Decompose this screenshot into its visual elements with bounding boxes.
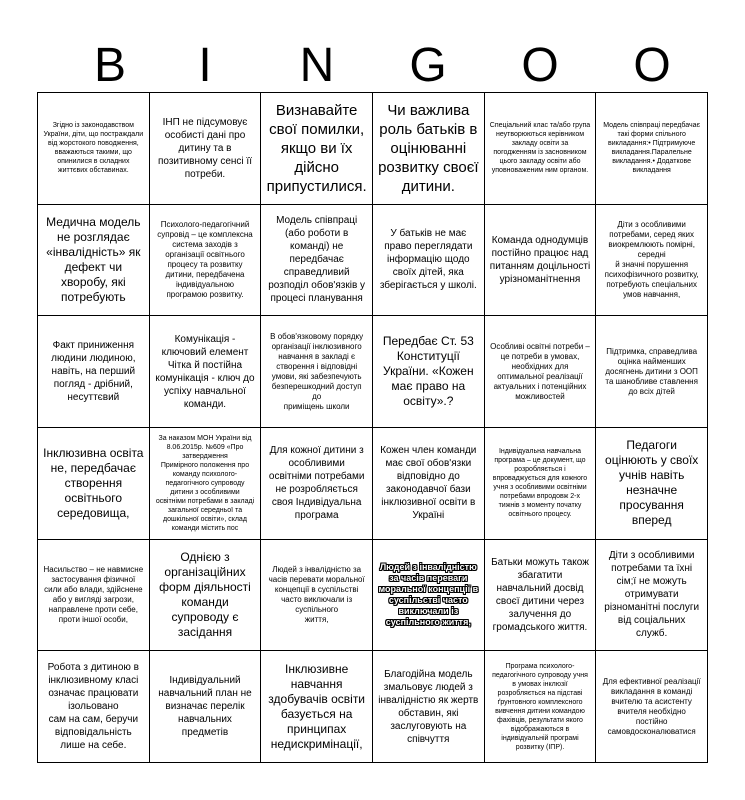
bingo-cell[interactable] [373, 316, 485, 428]
bingo-cell[interactable] [485, 93, 597, 205]
title-letter: O [521, 39, 559, 92]
bingo-title [0, 0, 745, 92]
bingo-cell[interactable] [485, 205, 597, 317]
bingo-cell[interactable] [596, 540, 708, 652]
cell-text: Діти з особливими потребами, серед яких виокремлюють помірні, середні й значні порушення психофізичного розвитку, потребують спеціальних умов навчання, [604, 219, 699, 299]
bingo-cell[interactable] [596, 205, 708, 317]
bingo-cell[interactable] [150, 316, 262, 428]
bingo-cell[interactable] [150, 428, 262, 540]
cell-text: Передбає Ст. 53 Конституції України. «Кожен має право на освіту».? [382, 334, 474, 409]
cell-text: Чи важлива роль батьків в оцінюванні розвитку своєї дитини. [378, 101, 479, 195]
cell-text: Благодійна модель змальовує людей з інвалідністю як жертв обставин, які заслуговують на співчуття [378, 668, 479, 745]
cell-text: Індивідуальна навчальна програма – це документ, що розробляється і впроваджується для кожного учня з особливими освітніми потребами впродовж 2-х тижнів з моменту початку освітнього процесу. [492, 448, 588, 519]
bingo-cell[interactable] [150, 540, 262, 652]
bingo-cell[interactable] [38, 93, 150, 205]
title-letter: I [198, 39, 212, 92]
bingo-cell[interactable] [261, 93, 373, 205]
title-letter: G [409, 39, 447, 92]
cell-text: Педагоги оцінюють у своїх учнів навіть незначне просування вперед [605, 438, 699, 528]
cell-text: Програма психолого-педагогічного супроводу учня в умовах інклюзії розробляється на підставі ґрунтовного комплексного вивчення дитини командою фахівців, результати якого відображаються в індивідуальній програмі розвитку (ІПР). [492, 662, 588, 751]
bingo-cell[interactable] [261, 316, 373, 428]
cell-text: Психолого-педагогічний супровід – це комплексна система заходів з організації освітнього процесу та розвитку дитини, передбачена індивідуальною програмою розвитку. [157, 219, 253, 299]
cell-text: Інклюзивне навчання здобувачів освіти базується на принципах недискримінації, [268, 661, 366, 751]
cell-text: Модель співпраці (або роботи в команді) не передбачає справедливий розподіл обов'язків у процесі планування [268, 215, 366, 305]
cell-text: Комунікація - ключовий елемент Чітка й постійна комунікація - ключ до успіху навчальної команди. [155, 333, 255, 410]
cell-text: Інклюзивна освіта не, передбачає створення освітнього середовища, [43, 445, 144, 520]
cell-text: Команда однодумців постійно працює над питанням доцільності урізноманітнення [489, 234, 591, 285]
cell-text: Підтримка, справедлива оцінка найменших досягнень дитини з ООП та шанобливе ставлення до всіх дітей [605, 346, 698, 396]
bingo-cell[interactable] [261, 651, 373, 763]
bingo-cell[interactable] [485, 540, 597, 652]
cell-text: Модель співпраці передбачає такі форми спільного викладання:• Підтримуюче викладання.Паралельне викладання.• Додаткове викладання [603, 122, 701, 175]
free-cell[interactable] [373, 540, 485, 652]
cell-text: Визнавайте свої помилки, якщо ви їх дійсно припустилися. [266, 101, 367, 195]
cell-text: Однією з організаційних форм діяльності команди супроводу є засідання [159, 549, 251, 639]
cell-text: У батьків не має право переглядати інформацію щодо своїх дітей, яка зберігається у школі. [379, 228, 477, 292]
cell-text: Особливі освітні потреби – це потреби в умовах, необхідних для оптимальної реалізації актуальних і потенційних можливостей [490, 341, 590, 401]
bingo-cell[interactable] [373, 205, 485, 317]
bingo-cell[interactable] [261, 205, 373, 317]
cell-text: Людей з інвалідністю за часів переваги моральної концепції в суспільстві часто виключали із суспільного життя, [378, 561, 479, 627]
bingo-cell[interactable] [596, 316, 708, 428]
bingo-cell[interactable] [38, 205, 150, 317]
bingo-cell[interactable] [373, 93, 485, 205]
cell-text: Людей з інвалідністю за часів перевати моральної концепції в суспільстві часто виключали із суспільного життя, [268, 564, 365, 624]
bingo-cell[interactable] [596, 93, 708, 205]
cell-text: Індивідуальний навчальний план не визначає перелік навчальних предметів [158, 675, 252, 739]
bingo-cell[interactable] [261, 540, 373, 652]
cell-text: Згідно із законодавством України, діти, що постраждали від жорстокого поводження, вважаються такими, що опинилися в складних життєвих обставинах. [43, 122, 144, 175]
cell-text: Факт приниження людини людиною, навіть, на перший погляд - дрібний, несуттєвий [51, 340, 136, 404]
bingo-cell[interactable] [38, 428, 150, 540]
bingo-cell[interactable] [150, 93, 262, 205]
title-letter: B [93, 39, 126, 92]
bingo-card [37, 92, 708, 763]
cell-text: Кожен член команди має свої обов'язки відповідно до законодавчої бази інклюзивної освіти в Україні [380, 445, 477, 522]
bingo-cell[interactable] [261, 428, 373, 540]
cell-text: За наказом МОН України від 8.06.2015р. №609 «Про затвердження Примірного положення про команду психолого-педагогічного супроводу дитини з особливими освітніми потребами в закладі загальної середньої та дошкільної освіти», склад команди містить пос [155, 434, 255, 532]
cell-text: Для кожної дитини з особливими освітніми потребами не розробляється своя Індивідуальна програма [268, 445, 365, 522]
cell-text: Спеціальний клас та/або група неутворюються керівником закладу освіти за погодженням із засновником цього закладу освіти або уповноваженим ним органом. [489, 122, 591, 175]
cell-text: ІНП не підсумовує особисті дані про дитину та в позитивному сенсі її потреби. [157, 116, 252, 180]
cell-text: В обов'язковому порядку організації інклюзивного навчання в закладі є створення і відповідні умови, які забезпечують безперешкодний доступ до приміщень школи [270, 331, 364, 411]
bingo-cell[interactable] [150, 651, 262, 763]
cell-text: Батьки можуть також збагатити навчальний досвід своєї дитини через залучення до громадського життя. [491, 556, 589, 633]
cell-text: Для ефективної реалізації викладання в команді вчителю та асистенту вчителя необхідно постійно самовдосконалюватися [602, 676, 701, 736]
bingo-cell[interactable] [485, 316, 597, 428]
bingo-cell[interactable] [596, 428, 708, 540]
bingo-cell[interactable] [38, 651, 150, 763]
bingo-cell[interactable] [485, 428, 597, 540]
cell-text: Медична модель не розглядає «інвалідність» як дефект чи хворобу, які потребують [46, 214, 141, 304]
bingo-cell[interactable] [373, 428, 485, 540]
bingo-cell[interactable] [38, 316, 150, 428]
bingo-cell[interactable] [38, 540, 150, 652]
cell-text: Насильство – не навмисне застосування фізичної сили або влади, здійснене або у вигляді загрози, направлене проти себе, проти іншої особи, [43, 564, 144, 624]
bingo-cell[interactable] [373, 651, 485, 763]
bingo-cell[interactable] [596, 651, 708, 763]
bingo-cell[interactable] [485, 651, 597, 763]
cell-text: Діти з особливими потребами та їхні сім;ї не можуть отримувати різноманітні послуги від соціальних служб. [604, 550, 700, 640]
bingo-cell[interactable] [150, 205, 262, 317]
cell-text: Робота з дитиною в інклюзивному класі означає працювати ізольовано сам на сам, беручи відповідальність лише на себе. [47, 662, 139, 752]
title-letter: N [299, 39, 335, 92]
title-letter: O [633, 39, 671, 92]
